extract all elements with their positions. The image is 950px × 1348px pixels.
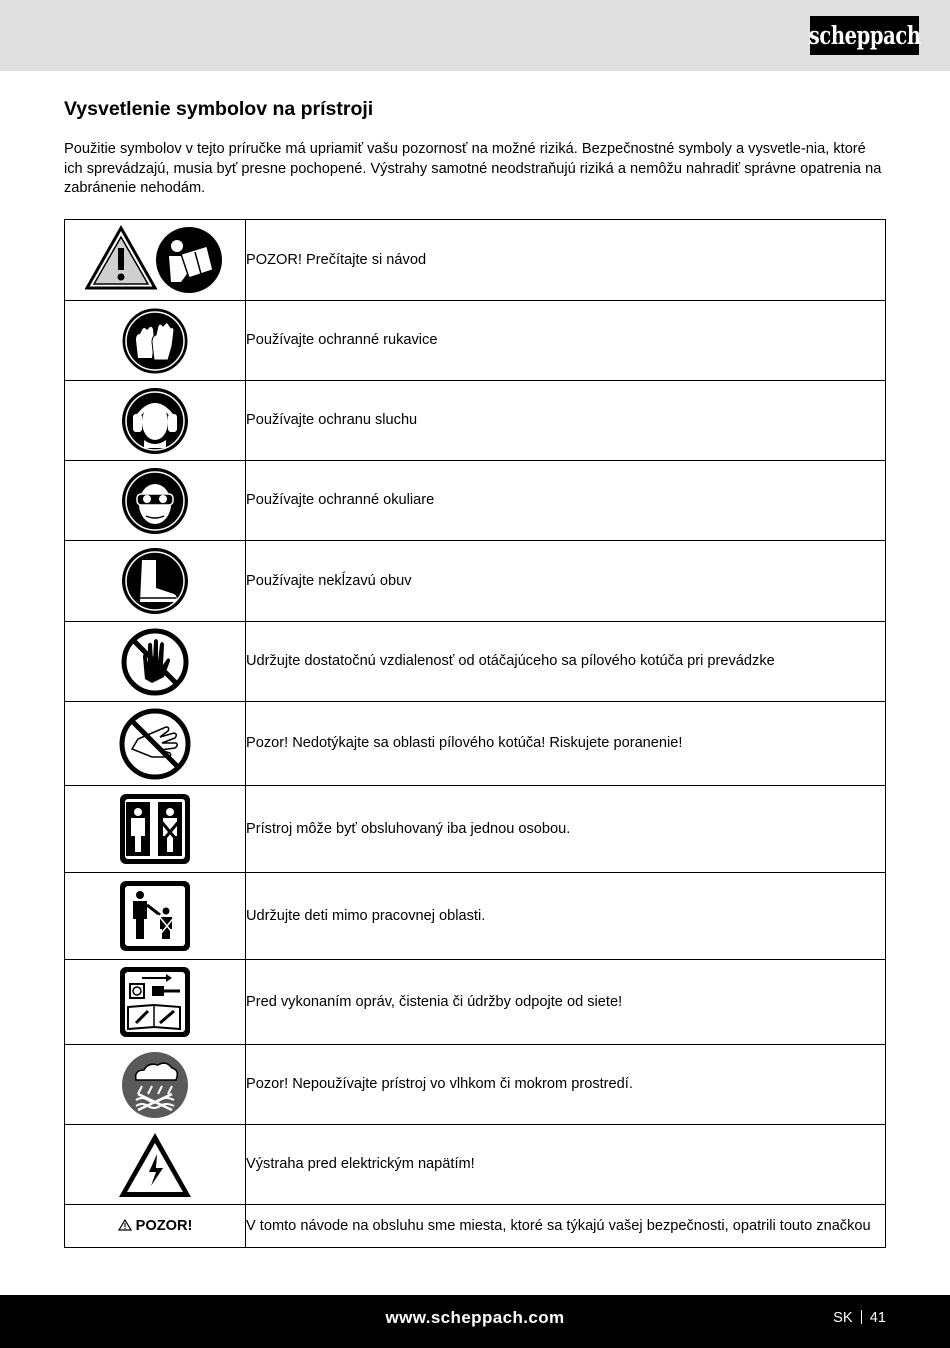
language-code: SK	[833, 1310, 853, 1326]
symbol-description: Používajte ochranné okuliare	[246, 461, 886, 541]
table-row	[65, 1045, 886, 1125]
symbol-cell	[65, 381, 246, 461]
table-row	[65, 786, 886, 873]
single-operator-icon	[118, 792, 192, 866]
symbol-cell	[65, 1125, 246, 1205]
table-row	[65, 220, 886, 301]
ear-protection-icon	[120, 386, 190, 456]
keep-children-away-icon	[118, 879, 192, 953]
warning-read-manual-icon	[85, 224, 225, 296]
symbol-description: Používajte nekĺzavú obuv	[246, 541, 886, 622]
unplug-before-maintenance-icon	[118, 965, 192, 1039]
symbol-description: V tomto návode na obsluhu sme miesta, ktoré sa týkajú vašej bezpečnosti, opatrili touto značkou	[246, 1205, 886, 1248]
gloves-icon	[120, 306, 190, 376]
table-row	[65, 461, 886, 541]
warning-small-icon	[118, 1219, 132, 1231]
symbol-description: Pred vykonaním opráv, čistenia či údržby odpojte od siete!	[246, 960, 886, 1045]
symbol-cell	[65, 301, 246, 381]
table-row	[65, 702, 886, 786]
symbol-description: Udržujte dostatočnú vzdialenosť od otáčajúceho sa pílového kotúča pri prevádzke	[246, 622, 886, 702]
symbol-cell	[65, 786, 246, 873]
symbol-cell	[65, 873, 246, 960]
safety-goggles-icon	[120, 466, 190, 536]
page-divider	[861, 1310, 862, 1324]
symbol-cell	[65, 220, 246, 301]
safety-boots-icon	[120, 546, 190, 616]
symbol-cell	[65, 541, 246, 622]
electric-voltage-warning-icon	[117, 1130, 193, 1200]
scheppach-logo: scheppach	[810, 16, 919, 55]
symbols-table	[64, 219, 886, 1248]
symbol-cell	[65, 702, 246, 786]
symbol-description: Používajte ochranné rukavice	[246, 301, 886, 381]
pozor-label: POZOR!	[135, 1218, 193, 1234]
table-row	[65, 301, 886, 381]
header-band	[0, 0, 950, 71]
page-number	[833, 1310, 886, 1326]
table-row	[65, 541, 886, 622]
website-link[interactable]: www.scheppach.com	[385, 1308, 565, 1327]
symbol-cell	[65, 960, 246, 1045]
symbol-cell	[65, 461, 246, 541]
footer-bar	[0, 1295, 950, 1348]
no-hand-icon	[120, 627, 190, 697]
symbol-description: Udržujte deti mimo pracovnej oblasti.	[246, 873, 886, 960]
symbol-description: Pozor! Nepoužívajte prístroj vo vlhkom či mokrom prostredí.	[246, 1045, 886, 1125]
no-wet-environment-icon	[120, 1050, 190, 1120]
symbol-cell	[65, 1045, 246, 1125]
no-touch-blade-icon	[118, 707, 192, 781]
table-row	[65, 873, 886, 960]
table-row	[65, 622, 886, 702]
symbol-cell	[65, 1205, 246, 1248]
page-number-value: 41	[869, 1310, 886, 1326]
symbol-description: Používajte ochranu sluchu	[246, 381, 886, 461]
table-row	[65, 381, 886, 461]
table-row	[65, 960, 886, 1045]
table-row	[65, 1205, 886, 1248]
intro-paragraph: Použitie symbolov v tejto príručke má upriamiť vašu pozornosť na možné riziká. Bezpečnostné symboly a vysvetle-nia, ktoré ich sprevádzajú, musia byť presne pochopené. Výstrahy samotné neodstraňujú riziká a nemôžu nahradiť správne opatrenia na zabránenie nehodám.	[64, 141, 882, 196]
symbol-description: Výstraha pred elektrickým napätím!	[246, 1125, 886, 1205]
symbol-description: POZOR! Prečítajte si návod	[246, 220, 886, 301]
page-title: Vysvetlenie symbolov na prístroji	[64, 98, 374, 120]
symbol-description: Prístroj môže byť obsluhovaný iba jednou osobou.	[246, 786, 886, 873]
symbol-cell	[65, 622, 246, 702]
symbol-description: Pozor! Nedotýkajte sa oblasti pílového kotúča! Riskujete poranenie!	[246, 702, 886, 786]
table-row	[65, 1125, 886, 1205]
